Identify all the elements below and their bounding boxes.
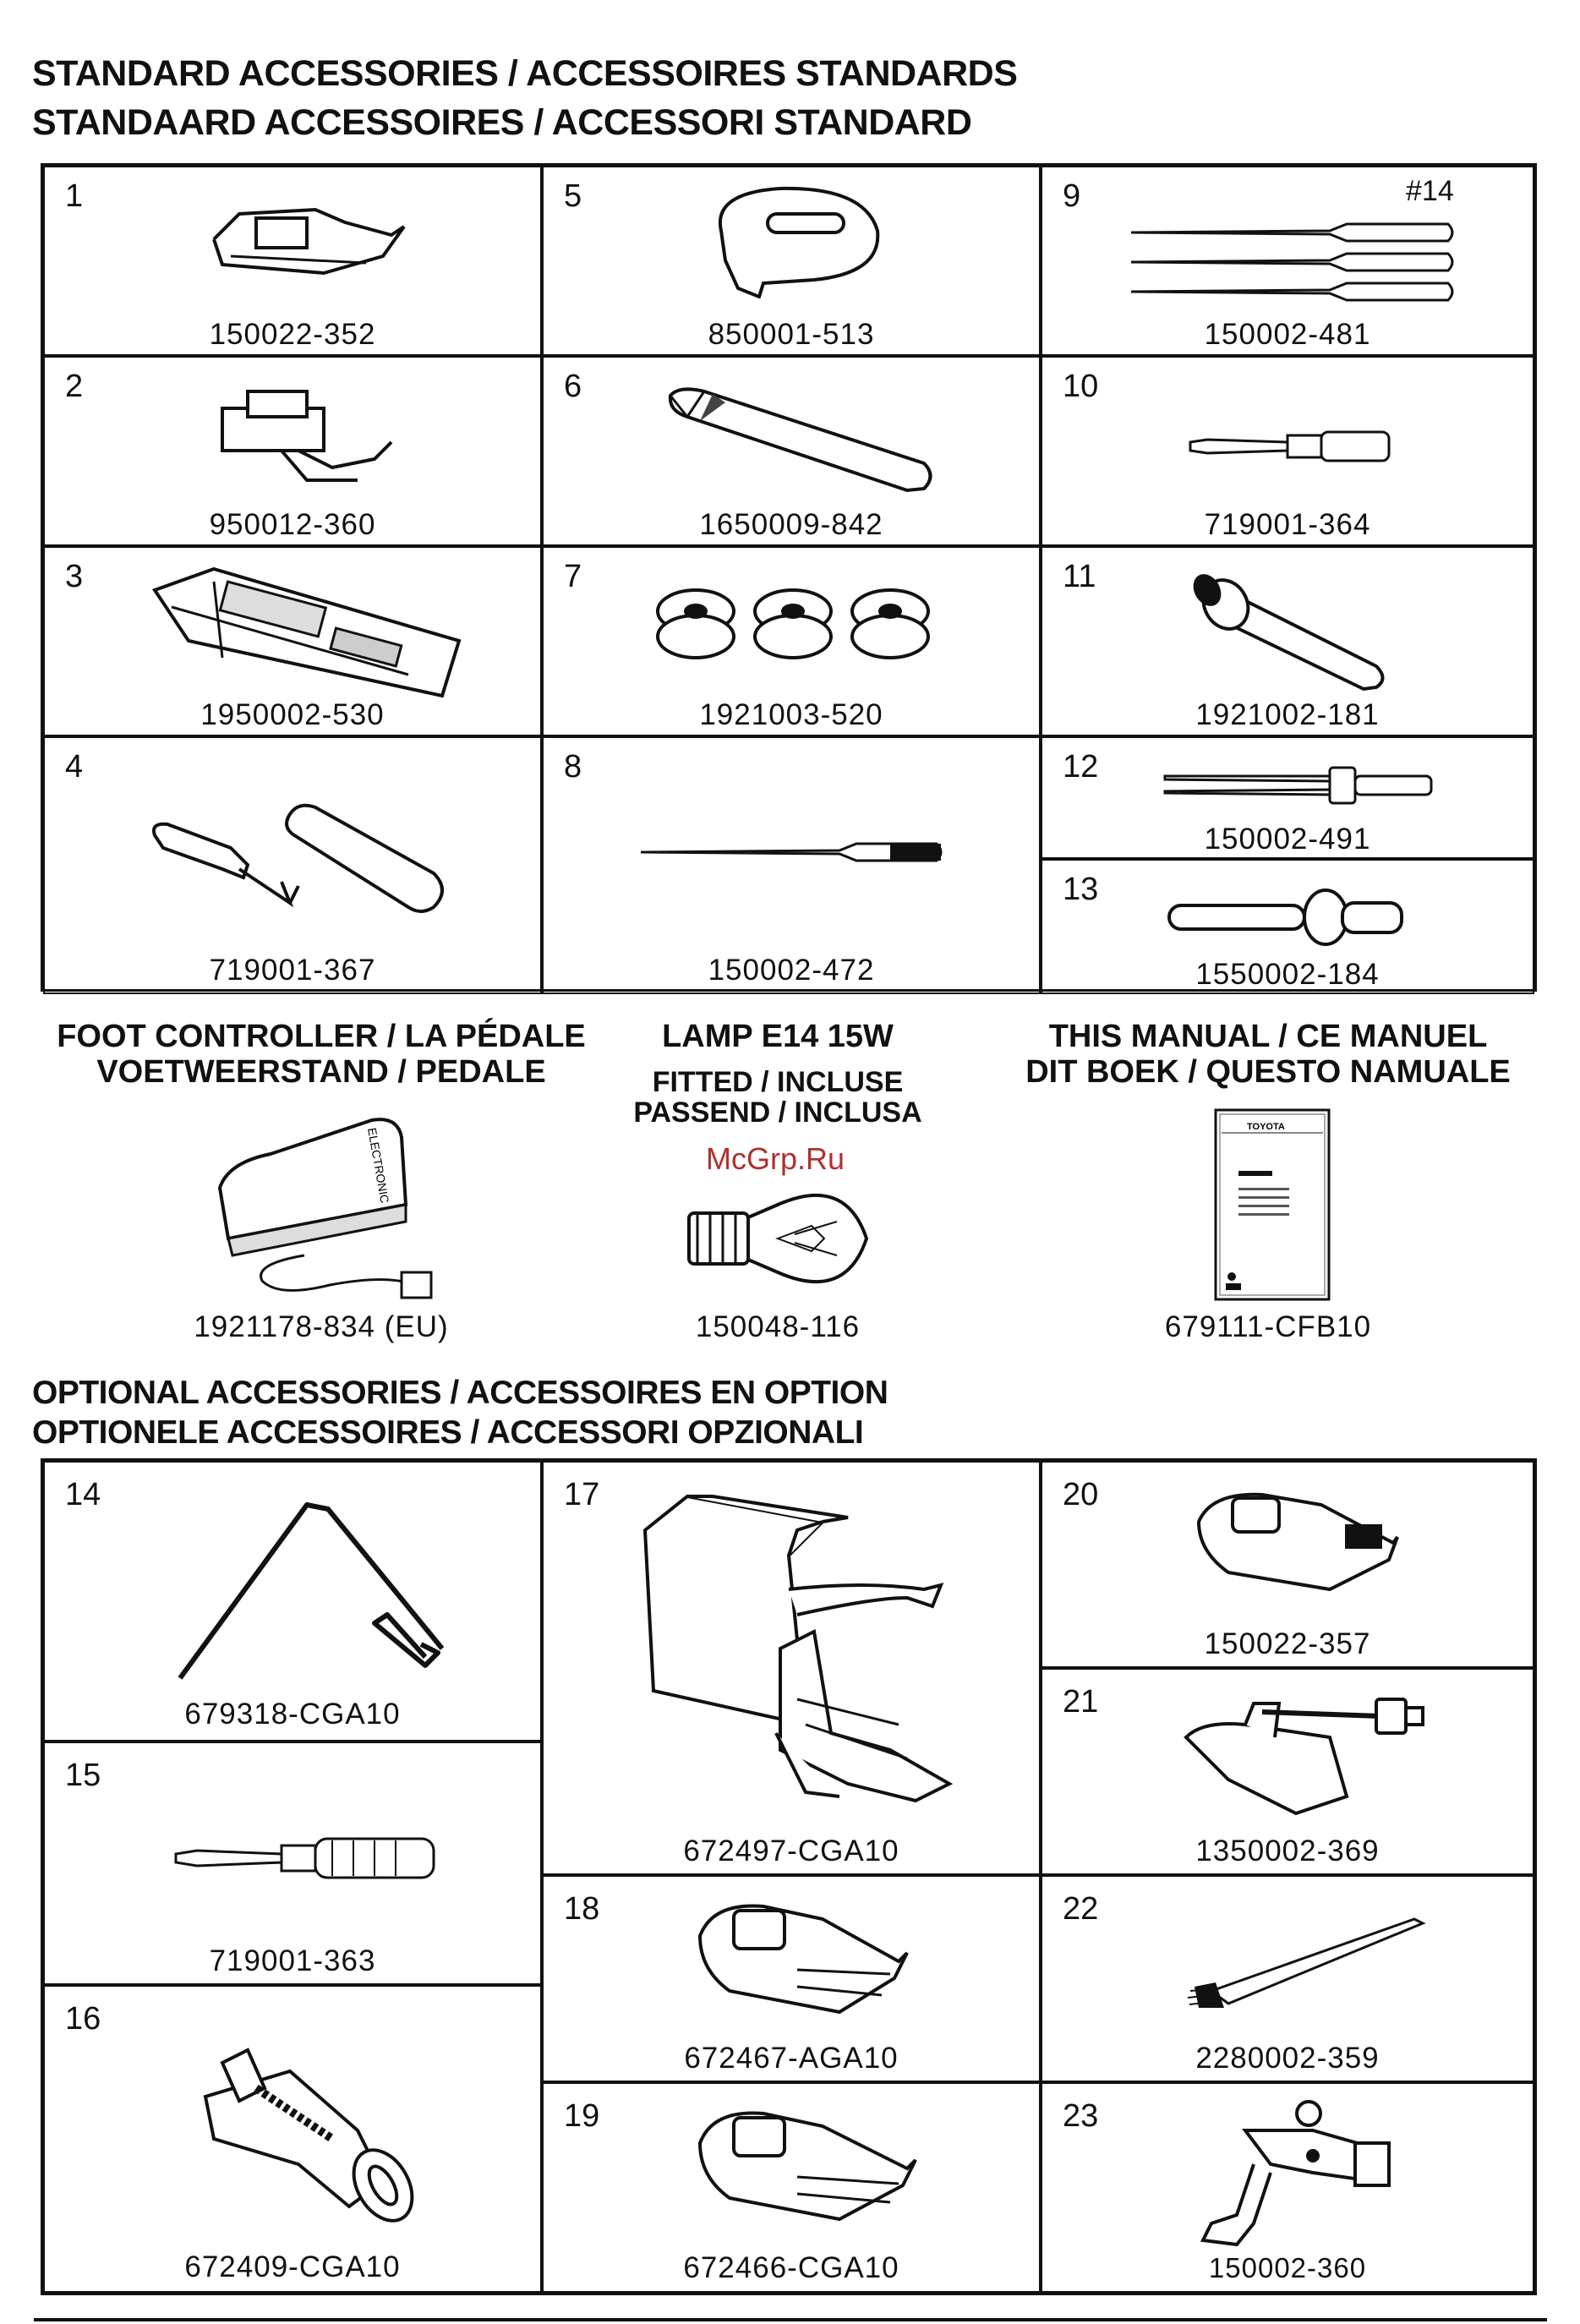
- standard-item-13: [1041, 859, 1534, 994]
- standard-title-line2: STANDAARD ACCESSOIRES / ACCESSORI STANDARD: [32, 102, 972, 143]
- part-code: 950012-360: [209, 508, 376, 541]
- standard-item-3: [43, 546, 542, 736]
- item-number: 18: [564, 1891, 600, 1927]
- part-code: 150022-352: [209, 318, 376, 351]
- manual-line1: THIS MANUAL / CE MANUEL: [1048, 1019, 1488, 1054]
- standard-item-10: [1041, 356, 1534, 546]
- item-number: 7: [564, 559, 582, 594]
- optional-item-20: [1041, 1461, 1534, 1668]
- standard-item-11: [1041, 546, 1534, 736]
- item-number: 14: [65, 1477, 101, 1512]
- item-number: 17: [564, 1477, 600, 1512]
- buttonhole-foot-icon: [138, 556, 476, 704]
- brush-icon: [1178, 1906, 1431, 2016]
- item-number: 2: [65, 369, 84, 404]
- item-number: 16: [65, 2001, 101, 2037]
- part-code: 150002-360: [1208, 2252, 1367, 2283]
- darning-plate-icon: [696, 180, 899, 298]
- optional-item-23: [1041, 2082, 1534, 2293]
- optional-title-line1: OPTIONAL ACCESSORIES / ACCESSOIRES EN OPTION: [32, 1375, 888, 1411]
- optional-item-21: [1041, 1668, 1534, 1875]
- part-code: 1921003-520: [699, 698, 883, 731]
- item-number: 8: [564, 749, 582, 785]
- needle-size-label: #14: [1406, 175, 1454, 207]
- item-number: 12: [1063, 749, 1099, 785]
- twin-needle-icon: [1161, 759, 1440, 810]
- standard-item-6: [542, 356, 1041, 546]
- screwdriver-icon: [172, 1832, 442, 1883]
- item-number: 4: [65, 749, 84, 785]
- item-number: 15: [65, 1758, 101, 1793]
- item-number: 13: [1063, 872, 1099, 907]
- part-code: 719001-363: [209, 1944, 376, 1977]
- manual-code: 679111-CFB10: [1164, 1310, 1372, 1343]
- lamp-line3: PASSEND / INCLUSA: [633, 1096, 922, 1129]
- part-code: 672466-CGA10: [683, 2251, 899, 2284]
- part-code: 719001-367: [209, 954, 376, 987]
- standard-item-8: [542, 736, 1041, 994]
- part-code: 1550002-184: [1195, 958, 1380, 991]
- item-number: 10: [1063, 369, 1099, 404]
- standard-item-5: [542, 166, 1041, 356]
- part-code: 1950002-530: [200, 698, 385, 731]
- manual-booklet-icon: [1213, 1107, 1331, 1302]
- lamp-line2: FITTED / INCLUSE: [652, 1066, 904, 1098]
- pedal-label: ELECTRONIC: [365, 1126, 392, 1205]
- lamp-code: 150048-116: [695, 1310, 861, 1343]
- spool-pin-icon: [1182, 560, 1402, 696]
- item-number: 23: [1063, 2098, 1099, 2134]
- part-code: 150022-357: [1204, 1627, 1371, 1660]
- item-number: 6: [564, 369, 582, 404]
- optional-accessories-grid: [41, 1458, 1537, 2295]
- part-code: 679318-CGA10: [184, 1698, 401, 1731]
- manual-brand: TOYOTA: [1247, 1122, 1285, 1132]
- part-code: 672497-CGA10: [683, 1835, 899, 1867]
- footer-rule: [34, 2318, 1547, 2321]
- small-screwdriver-icon: [1186, 425, 1406, 468]
- standard-item-7: [542, 546, 1041, 736]
- foot-controller-line1: FOOT CONTROLLER / LA PÉDALE: [57, 1019, 586, 1054]
- presser-foot-icon: [197, 189, 417, 298]
- foot-controller-icon: [203, 1103, 457, 1306]
- item-number: 5: [564, 178, 582, 214]
- optional-item-22: [1041, 1875, 1534, 2082]
- standard-accessories-grid: [41, 163, 1537, 992]
- item-number: 3: [65, 559, 84, 594]
- foot-controller-line2: VOETWEERSTAND / PEDALE: [96, 1054, 546, 1090]
- item-number: 20: [1063, 1477, 1099, 1512]
- bobbins-icon: [649, 577, 937, 670]
- optional-item-17: [542, 1461, 1041, 1875]
- spool-holder-icon: [1161, 882, 1414, 949]
- optional-item-15: [43, 1742, 542, 1985]
- overcast-foot-icon: [1186, 1479, 1406, 1606]
- standard-item-9: [1041, 166, 1534, 356]
- manual-line2: DIT BOEK / QUESTO NAMUALE: [1025, 1054, 1511, 1090]
- lamp-bulb-icon: [676, 1175, 879, 1302]
- item-number: 11: [1063, 559, 1096, 594]
- part-code: 1921002-181: [1195, 698, 1380, 731]
- part-code: 1650009-842: [699, 508, 883, 541]
- part-code: 150002-481: [1204, 318, 1371, 351]
- quilting-foot-icon: [687, 1894, 916, 2029]
- blind-hem-foot-icon: [1178, 1687, 1431, 1822]
- standard-item-12: [1041, 736, 1534, 859]
- part-code: 672467-AGA10: [684, 2042, 899, 2075]
- cording-foot-icon: [1186, 2097, 1406, 2253]
- item-number: 1: [65, 178, 84, 214]
- optional-item-18: [542, 1875, 1041, 2082]
- standard-item-1: [43, 166, 542, 356]
- item-number: 19: [564, 2098, 600, 2134]
- part-code: 719001-364: [1204, 508, 1371, 541]
- part-code: 150002-491: [1204, 823, 1371, 856]
- satin-foot-icon: [687, 2101, 924, 2236]
- needle-icon: [637, 835, 949, 869]
- optional-item-19: [542, 2082, 1041, 2293]
- item-number: 21: [1063, 1684, 1099, 1720]
- optional-title-line2: OPTIONELE ACCESSOIRES / ACCESSORI OPZIONALI: [32, 1414, 864, 1451]
- oil-tube-icon: [653, 379, 941, 497]
- watermark-text: McGrp.Ru: [706, 1141, 845, 1176]
- needle-set-icon: [1127, 214, 1465, 307]
- item-number: 9: [1063, 178, 1081, 214]
- zipper-foot-icon: [197, 383, 417, 493]
- seam-ripper-icon: [146, 797, 467, 932]
- item-number: 22: [1063, 1891, 1099, 1927]
- optional-item-14: [43, 1461, 542, 1742]
- standard-title-line1: STANDARD ACCESSORIES / ACCESSOIRES STANDARDS: [32, 53, 1018, 94]
- part-code: 2280002-359: [1195, 2042, 1380, 2075]
- part-code: 1350002-369: [1195, 1835, 1380, 1867]
- part-code: 672409-CGA10: [184, 2250, 401, 2283]
- part-code: 150002-472: [708, 954, 875, 987]
- lamp-line1: LAMP E14 15W: [662, 1019, 894, 1054]
- part-code: 850001-513: [708, 318, 875, 351]
- walking-foot-icon: [628, 1479, 1017, 1818]
- hemmer-foot-icon: [189, 2037, 442, 2223]
- foot-controller-code: 1921178-834 (EU): [194, 1310, 449, 1343]
- seam-guide-icon: [172, 1496, 493, 1691]
- standard-item-4: [43, 736, 542, 994]
- standard-item-2: [43, 356, 542, 546]
- optional-item-16: [43, 1985, 542, 2293]
